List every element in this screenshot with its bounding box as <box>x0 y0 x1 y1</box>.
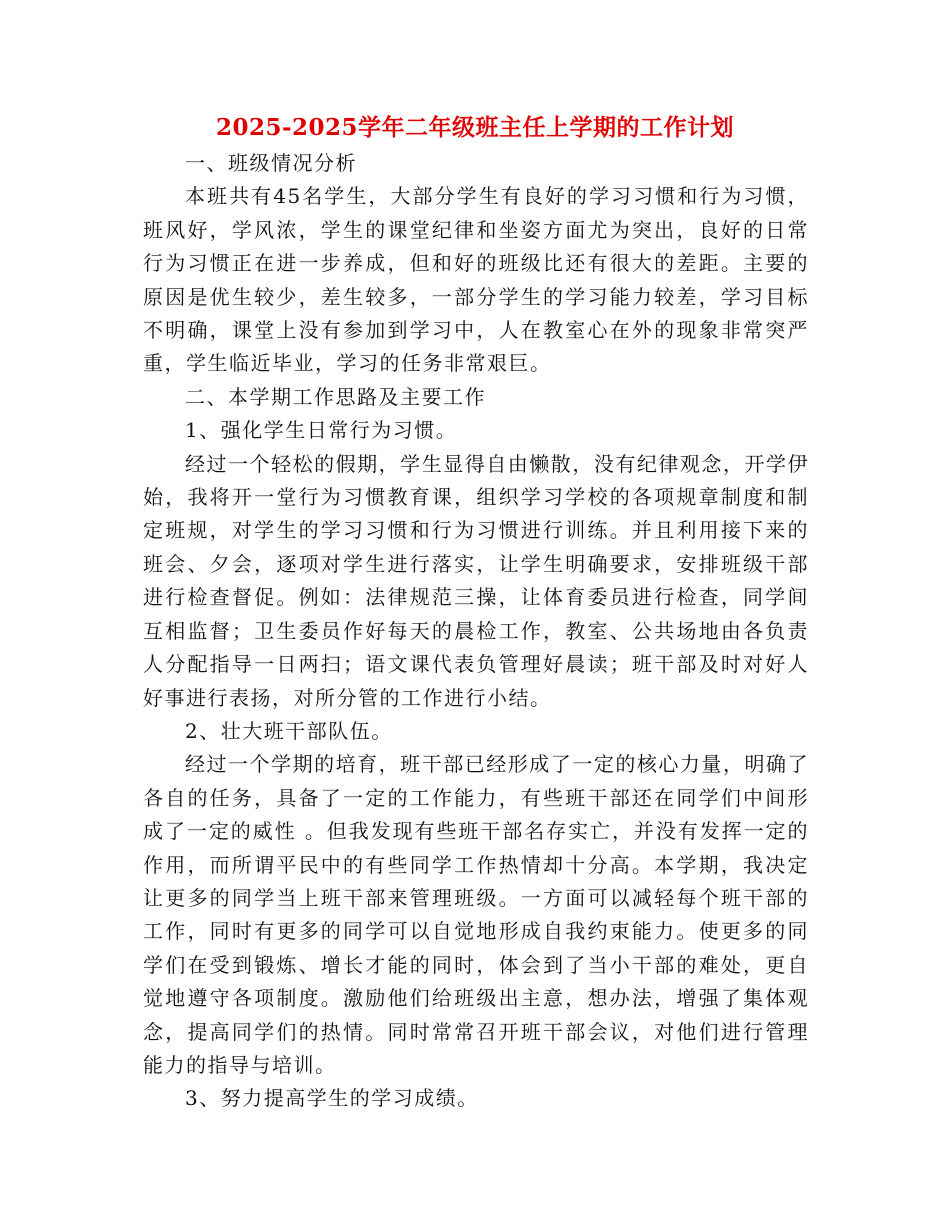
subheading-improve-grades: 3、努力提高学生的学习成绩。 <box>185 1086 479 1111</box>
section-heading-class-analysis: 一、班级情况分析 <box>185 151 357 175</box>
subheading-daily-habits: 1、强化学生日常行为习惯。 <box>185 418 458 443</box>
paragraph-class-analysis: 本班共有45名学生，大部分学生有良好的学习习惯和行为习惯，班风好，学风浓，学生的课堂纪律和坐姿方面尤为突出，良好的日常行为习惯正在进一步养成，但和好的班级比还有很大的差距。主要的原因是优生较少，差生较多，一部分学生的学习能力较差，学习目标不明确，课堂上没有参加到学习中，人在教室心在外的现象非常突严重，学生临近毕业，学习的任务非常艰巨。 <box>143 184 809 376</box>
section-heading-work-plan: 二、本学期工作思路及主要工作 <box>185 384 486 409</box>
paragraph-class-cadres: 经过一个学期的培育，班干部已经形成了一定的核心力量，明确了各自的任务，具备了一定的工作能力，有些班干部还在同学们中间形成了一定的威性 。但我发现有些班干部名存实亡，并没有发挥一定的作用，而所谓平民中的有些同学工作热情却十分高。本学期，我决定让更多的同学当上班干部来管理班级。一方面可以减轻每个班干部的工作，同时有更多的同学可以自觉地形成自我约束能力。使更多的同学们在受到锻炼、增长才能的同时，体会到了当小干部的难处，更自觉地遵守各项制度。激励他们给班级出主意，想办法，增强了集体观念，提高同学们的热情。同时常常召开班干部会议，对他们进行管理能力的指导与培训。 <box>143 752 809 1077</box>
document-body <box>143 147 809 1116</box>
paragraph-daily-habits: 经过一个轻松的假期，学生显得自由懒散，没有纪律观念，开学伊始，我将开一堂行为习惯教育课，组织学习学校的各项规章制度和制定班规，对学生的学习习惯和行为习惯进行训练。并且利用接下来的班会、夕会，逐项对学生进行落实，让学生明确要求，安排班级干部进行检查督促。例如：法律规范三操，让体育委员进行检查，同学间互相监督；卫生委员作好每天的晨检工作，教室、公共场地由各负责人分配指导一日两扫；语文课代表负管理好晨读；班干部及时对好人好事进行表扬，对所分管的工作进行小结。 <box>143 451 809 710</box>
subheading-class-cadres: 2、壮大班干部队伍。 <box>185 718 393 743</box>
document-title: 2025-2025学年二年级班主任上学期的工作计划 <box>215 114 735 141</box>
